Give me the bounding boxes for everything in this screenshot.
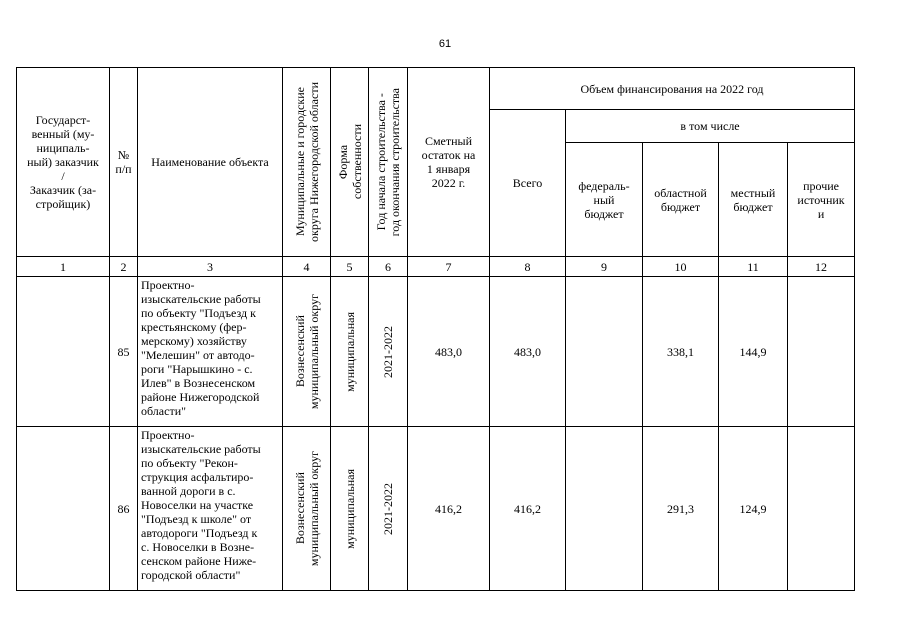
header-including: в том числе (566, 110, 855, 143)
cell-regional: 291,3 (643, 427, 719, 591)
page-number: 61 (438, 38, 452, 50)
cell-federal (566, 277, 643, 427)
header-balance: Сметный остаток на 1 января 2022 г. (408, 68, 490, 257)
header-customer-text: Государст- венный (му- ниципаль- ный) заказчик / Заказчик (за- стройщик) (27, 113, 99, 211)
cell-customer (17, 427, 110, 591)
cell-federal (566, 427, 643, 591)
cell-municipality: Вознесенский муниципальный округ (283, 427, 331, 591)
cell-object-name: Проектно- изыскательские работы по объекту "Подъезд к крестьянскому (фер- мерскому) хозяйству "Мелешин" от автодо- роги "Нарышкино - с. Илев" в Вознесенском районе Нижегородской области" (138, 277, 283, 427)
cell-object-name: Проектно- изыскательские работы по объекту "Рекон- струкция асфальтиро- ванной дороги в с. Новоселки на участке "Подъезд к школе" от автодороги "Подъезд к с. Новоселки в Возне- сенском районе Ниже- городской области" (138, 427, 283, 591)
column-number: 5 (331, 257, 369, 277)
cell-total: 416,2 (490, 427, 566, 591)
header-years: Год начала строительства - год окончания строительства (369, 68, 408, 257)
cell-num: 86 (110, 427, 138, 591)
column-number: 3 (138, 257, 283, 277)
cell-municipality: Вознесенский муниципальный округ (283, 277, 331, 427)
table-row (17, 277, 855, 427)
cell-other (788, 277, 855, 427)
cell-customer (17, 277, 110, 427)
header-object-name: Наименование объекта (138, 68, 283, 257)
financing-table (16, 67, 855, 591)
column-number: 2 (110, 257, 138, 277)
column-number: 11 (719, 257, 788, 277)
cell-total: 483,0 (490, 277, 566, 427)
column-number: 9 (566, 257, 643, 277)
cell-balance: 483,0 (408, 277, 490, 427)
cell-num: 85 (110, 277, 138, 427)
cell-ownership: муниципальная (331, 427, 369, 591)
cell-ownership: муниципальная (331, 277, 369, 427)
header-num: № п/п (110, 68, 138, 257)
column-number: 6 (369, 257, 408, 277)
cell-local: 144,9 (719, 277, 788, 427)
column-number: 10 (643, 257, 719, 277)
header-regional: областной бюджет (643, 143, 719, 257)
header-local: местный бюджет (719, 143, 788, 257)
cell-local: 124,9 (719, 427, 788, 591)
column-number: 1 (17, 257, 110, 277)
cell-balance: 416,2 (408, 427, 490, 591)
column-numbers-row (17, 257, 855, 277)
header-customer (17, 68, 110, 257)
table-row (17, 427, 855, 591)
column-number: 7 (408, 257, 490, 277)
header-total: Всего (490, 110, 566, 257)
cell-years: 2021-2022 (369, 277, 408, 427)
cell-other (788, 427, 855, 591)
header-municipality: Муниципальные и городские округа Нижегородской области (283, 68, 331, 257)
header-financing: Объем финансирования на 2022 год (490, 68, 855, 110)
header-federal: федераль- ный бюджет (566, 143, 643, 257)
column-number: 8 (490, 257, 566, 277)
cell-regional: 338,1 (643, 277, 719, 427)
cell-years: 2021-2022 (369, 427, 408, 591)
header-other: прочие источник и (788, 143, 855, 257)
column-number: 4 (283, 257, 331, 277)
column-number: 12 (788, 257, 855, 277)
header-ownership: Форма собственности (331, 68, 369, 257)
